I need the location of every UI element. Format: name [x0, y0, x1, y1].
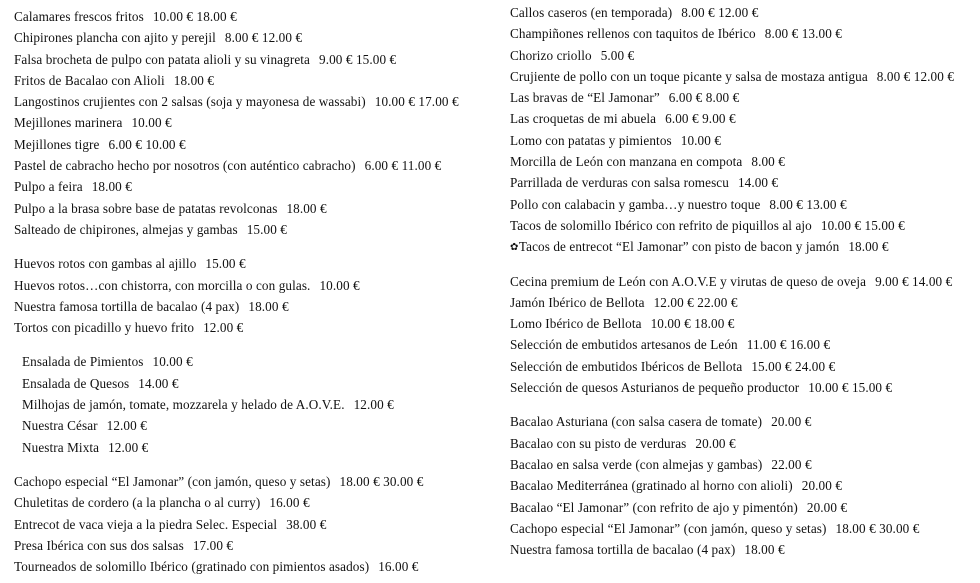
menu-item-price: 18.00 € 30.00 €	[835, 520, 920, 536]
menu-item-price: 12.00 € 22.00 €	[653, 294, 738, 310]
menu-item-name: Tourneados de solomillo Ibérico (gratinado con pimientos asados)	[14, 559, 370, 575]
menu-column-right	[500, 0, 980, 583]
menu-item-price: 16.00 €	[269, 495, 310, 511]
menu-item-price: 18.00 € 30.00 €	[339, 473, 424, 489]
menu-item-price: 10.00 €	[152, 354, 193, 370]
menu-item-price: 10.00 € 17.00 €	[374, 94, 459, 110]
menu-item	[14, 176, 492, 197]
menu-item-price: 9.00 € 15.00 €	[319, 51, 397, 67]
menu-item-price: 22.00 €	[771, 456, 812, 472]
menu-item-name: Nuestra famosa tortilla de bacalao (4 pax)	[14, 298, 240, 314]
menu-item-name: Pastel de cabracho hecho por nosotros (con auténtico cabracho)	[14, 158, 356, 174]
menu-item	[510, 172, 972, 193]
menu-item-name: Huevos rotos…con chistorra, con morcilla o con gulas.	[14, 277, 311, 293]
menu-item	[14, 6, 492, 27]
menu-item-name: Chipirones plancha con ajito y perejil	[14, 30, 216, 46]
menu-item-price: 8.00 € 13.00 €	[769, 196, 847, 212]
menu-item	[510, 45, 972, 66]
menu-item-name: Salteado de chipirones, almejas y gambas	[14, 221, 238, 237]
menu-item-name: Las croquetas de mi abuela	[510, 111, 657, 127]
menu-item	[510, 23, 972, 44]
menu-item-name: Parrillada de verduras con salsa romescu	[510, 175, 729, 191]
menu-item-price: 10.00 €	[319, 277, 360, 293]
menu-item-price: 12.00 €	[108, 439, 149, 455]
menu-item	[14, 253, 492, 274]
menu-item	[14, 394, 492, 415]
menu-item-name: Cachopo especial “El Jamonar” (con jamón, queso y setas)	[14, 473, 331, 489]
menu-section	[14, 6, 492, 240]
menu-item-price: 12.00 €	[353, 397, 394, 413]
menu-item-name: Entrecot de vaca vieja a la piedra Selec. Especial	[14, 516, 278, 532]
menu-item-price: 38.00 €	[286, 516, 327, 532]
menu-item-name: Morcilla de León con manzana en compota	[510, 154, 743, 170]
menu-section	[14, 471, 492, 577]
menu-item-name: Ensalada de Quesos	[22, 375, 130, 391]
menu-item	[510, 433, 972, 454]
menu-item-price: 15.00 €	[205, 256, 246, 272]
menu-item-price: 18.00 €	[286, 200, 327, 216]
menu-item-name: Nuestra famosa tortilla de bacalao (4 pax)	[510, 542, 736, 558]
menu-item-name: Cachopo especial “El Jamonar” (con jamón, queso y setas)	[510, 520, 827, 536]
menu-item	[510, 2, 972, 23]
menu-item-name: Ensalada de Pimientos	[22, 354, 144, 370]
menu-item	[14, 317, 492, 338]
menu-item-name: Pollo con calabacin y gamba…y nuestro toque	[510, 196, 761, 212]
menu-item-name: Selección de embutidos artesanos de León	[510, 337, 738, 353]
menu-item-price: 10.00 €	[131, 115, 172, 131]
menu-item-name: Selección de embutidos Ibéricos de Bellota	[510, 358, 743, 374]
menu-item-price: 8.00 € 12.00 €	[681, 5, 759, 20]
menu-item-price: 15.00 € 24.00 €	[751, 358, 836, 374]
menu-item	[14, 492, 492, 513]
menu-item-name: Bacalao Asturiana (con salsa casera de tomate)	[510, 414, 763, 430]
menu-item-name: Mejillones marinera	[14, 115, 123, 131]
menu-item	[510, 271, 972, 292]
menu-item	[510, 539, 972, 560]
menu-item-price: 10.00 € 18.00 €	[650, 316, 735, 332]
menu-item	[510, 130, 972, 151]
menu-item	[510, 108, 972, 129]
menu-item	[14, 198, 492, 219]
menu-item-price: 5.00 €	[600, 47, 635, 63]
menu-item-name: Nuestra César	[22, 418, 98, 434]
menu-item	[510, 194, 972, 215]
menu-item-name: Langostinos crujientes con 2 salsas (soja y mayonesa de wassabi)	[14, 94, 366, 110]
menu-item	[14, 70, 492, 91]
menu-item-price: 15.00 €	[246, 221, 287, 237]
menu-item	[14, 437, 492, 458]
menu-item-name: Champiñones rellenos con taquitos de Ibérico	[510, 26, 756, 42]
menu-item	[14, 91, 492, 112]
menu-item	[14, 415, 492, 436]
menu-item	[510, 454, 972, 475]
menu-item-price: 20.00 €	[801, 478, 843, 494]
menu-item	[510, 411, 972, 432]
menu-section	[14, 351, 492, 457]
menu-item-price: 9.00 € 14.00 €	[875, 273, 953, 289]
menu-item	[510, 518, 972, 539]
menu-item-name: Presa Ibérica con sus dos salsas	[14, 537, 184, 553]
menu-item	[510, 151, 972, 172]
menu-item-name: Bacalao en salsa verde (con almejas y gambas)	[510, 456, 763, 472]
menu-item-name: Selección de quesos Asturianos de pequeño productor	[510, 380, 800, 396]
menu-item-price: 12.00 €	[203, 320, 244, 336]
menu-item-name: Crujiente de pollo con un toque picante y salsa de mostaza antigua	[510, 68, 868, 84]
menu-item	[510, 236, 972, 257]
menu-item	[14, 112, 492, 133]
menu-item-name: Lomo con patatas y pimientos	[510, 132, 672, 148]
menu-item-price: 20.00 €	[806, 499, 848, 515]
menu-item-price: 10.00 €	[680, 132, 722, 148]
menu-item-name: Tortos con picadillo y huevo frito	[14, 320, 195, 336]
menu-item-name: Tacos de solomillo Ibérico con refrito de piquillos al ajo	[510, 217, 812, 233]
menu-section	[510, 411, 972, 560]
menu-item	[510, 66, 972, 87]
menu-item-price: 17.00 €	[192, 537, 234, 553]
menu-item-price: 16.00 €	[378, 559, 419, 575]
menu-item	[14, 556, 492, 577]
menu-item-name: Lomo Ibérico de Bellota	[510, 316, 642, 332]
menu-item-price: 14.00 €	[138, 375, 179, 391]
leaf-marker-icon: ✿	[510, 242, 518, 254]
menu-item	[510, 497, 972, 518]
menu-item-price: 10.00 € 15.00 €	[820, 217, 905, 233]
menu-item	[510, 87, 972, 108]
menu-item	[14, 471, 492, 492]
menu-item-name: Bacalao “El Jamonar” (con refrito de ajo y pimentón)	[510, 499, 798, 515]
menu-item-price: 10.00 € 18.00 €	[152, 9, 237, 24]
menu-item-name: Fritos de Bacalao con Alioli	[14, 72, 165, 88]
menu-item	[14, 275, 492, 296]
menu-item-name: Pulpo a la brasa sobre base de patatas revolconas	[14, 200, 278, 216]
menu-item-name: Chuletitas de cordero (a la plancha o al curry)	[14, 495, 261, 511]
menu-item-name: Tacos de entrecot “El Jamonar” con pisto de bacon y jamón	[518, 239, 840, 255]
menu-item-price: 20.00 €	[771, 414, 812, 430]
menu-item	[14, 219, 492, 240]
menu-item-name: Huevos rotos con gambas al ajillo	[14, 256, 197, 272]
menu-item-name: Las bravas de “El Jamonar”	[510, 90, 660, 106]
menu-item-name: Jamón Ibérico de Bellota	[510, 294, 645, 310]
menu-item-name: Pulpo a feira	[14, 179, 83, 195]
menu-item-price: 10.00 € 15.00 €	[808, 380, 893, 396]
menu-item-price: 8.00 € 12.00 €	[224, 30, 303, 46]
menu-item	[510, 215, 972, 236]
menu-item-price: 18.00 €	[248, 298, 289, 314]
menu-item-price: 18.00 €	[848, 239, 889, 255]
menu-item	[14, 373, 492, 394]
menu-item	[510, 334, 972, 355]
menu-item-name: Bacalao Mediterránea (gratinado al horno con alioli)	[510, 478, 793, 494]
menu-item-price: 18.00 €	[173, 72, 215, 88]
menu-item-price: 14.00 €	[737, 175, 779, 191]
menu-section	[510, 271, 972, 399]
menu-item-name: Bacalao con su pisto de verduras	[510, 435, 687, 451]
menu-item	[510, 292, 972, 313]
menu-item-price: 12.00 €	[106, 418, 147, 434]
menu-item	[510, 356, 972, 377]
menu-item	[14, 27, 492, 48]
menu-item-name: Cecina premium de León con A.O.V.E y virutas de queso de oveja	[510, 273, 867, 289]
menu-item-name: Chorizo criollo	[510, 47, 592, 63]
menu-item-price: 18.00 €	[744, 542, 785, 558]
menu-item-price: 8.00 € 12.00 €	[876, 68, 955, 84]
menu-item	[14, 296, 492, 317]
menu-item-name: Falsa brocheta de pulpo con patata alioli y su vinagreta	[14, 51, 310, 67]
menu-item	[14, 514, 492, 535]
menu-item	[510, 475, 972, 496]
menu-item-name: Calamares frescos fritos	[14, 9, 144, 24]
menu-item-name: Callos caseros (en temporada)	[510, 5, 673, 20]
menu-section	[14, 253, 492, 338]
menu-item	[14, 49, 492, 70]
menu-item-price: 8.00 €	[751, 154, 785, 170]
menu-item-price: 11.00 € 16.00 €	[746, 337, 831, 353]
menu-item	[14, 134, 492, 155]
menu-item-price: 6.00 € 9.00 €	[665, 111, 736, 127]
menu-item	[510, 313, 972, 334]
menu-section	[510, 2, 972, 258]
menu-item-price: 6.00 € 8.00 €	[668, 90, 740, 106]
menu-item	[510, 377, 972, 398]
menu-item-price: 6.00 € 11.00 €	[364, 158, 442, 174]
menu-item	[14, 535, 492, 556]
menu-item-price: 8.00 € 13.00 €	[764, 26, 842, 42]
menu-item	[14, 155, 492, 176]
menu-item-price: 6.00 € 10.00 €	[108, 136, 186, 152]
menu-item-name: Milhojas de jamón, tomate, mozzarela y helado de A.O.V.E.	[22, 397, 345, 413]
menu-item	[14, 351, 492, 372]
menu-item-price: 20.00 €	[695, 435, 736, 451]
menu-item-name: Nuestra Mixta	[22, 439, 100, 455]
menu-item-name: Mejillones tigre	[14, 136, 100, 152]
menu-item-price: 18.00 €	[91, 179, 132, 195]
